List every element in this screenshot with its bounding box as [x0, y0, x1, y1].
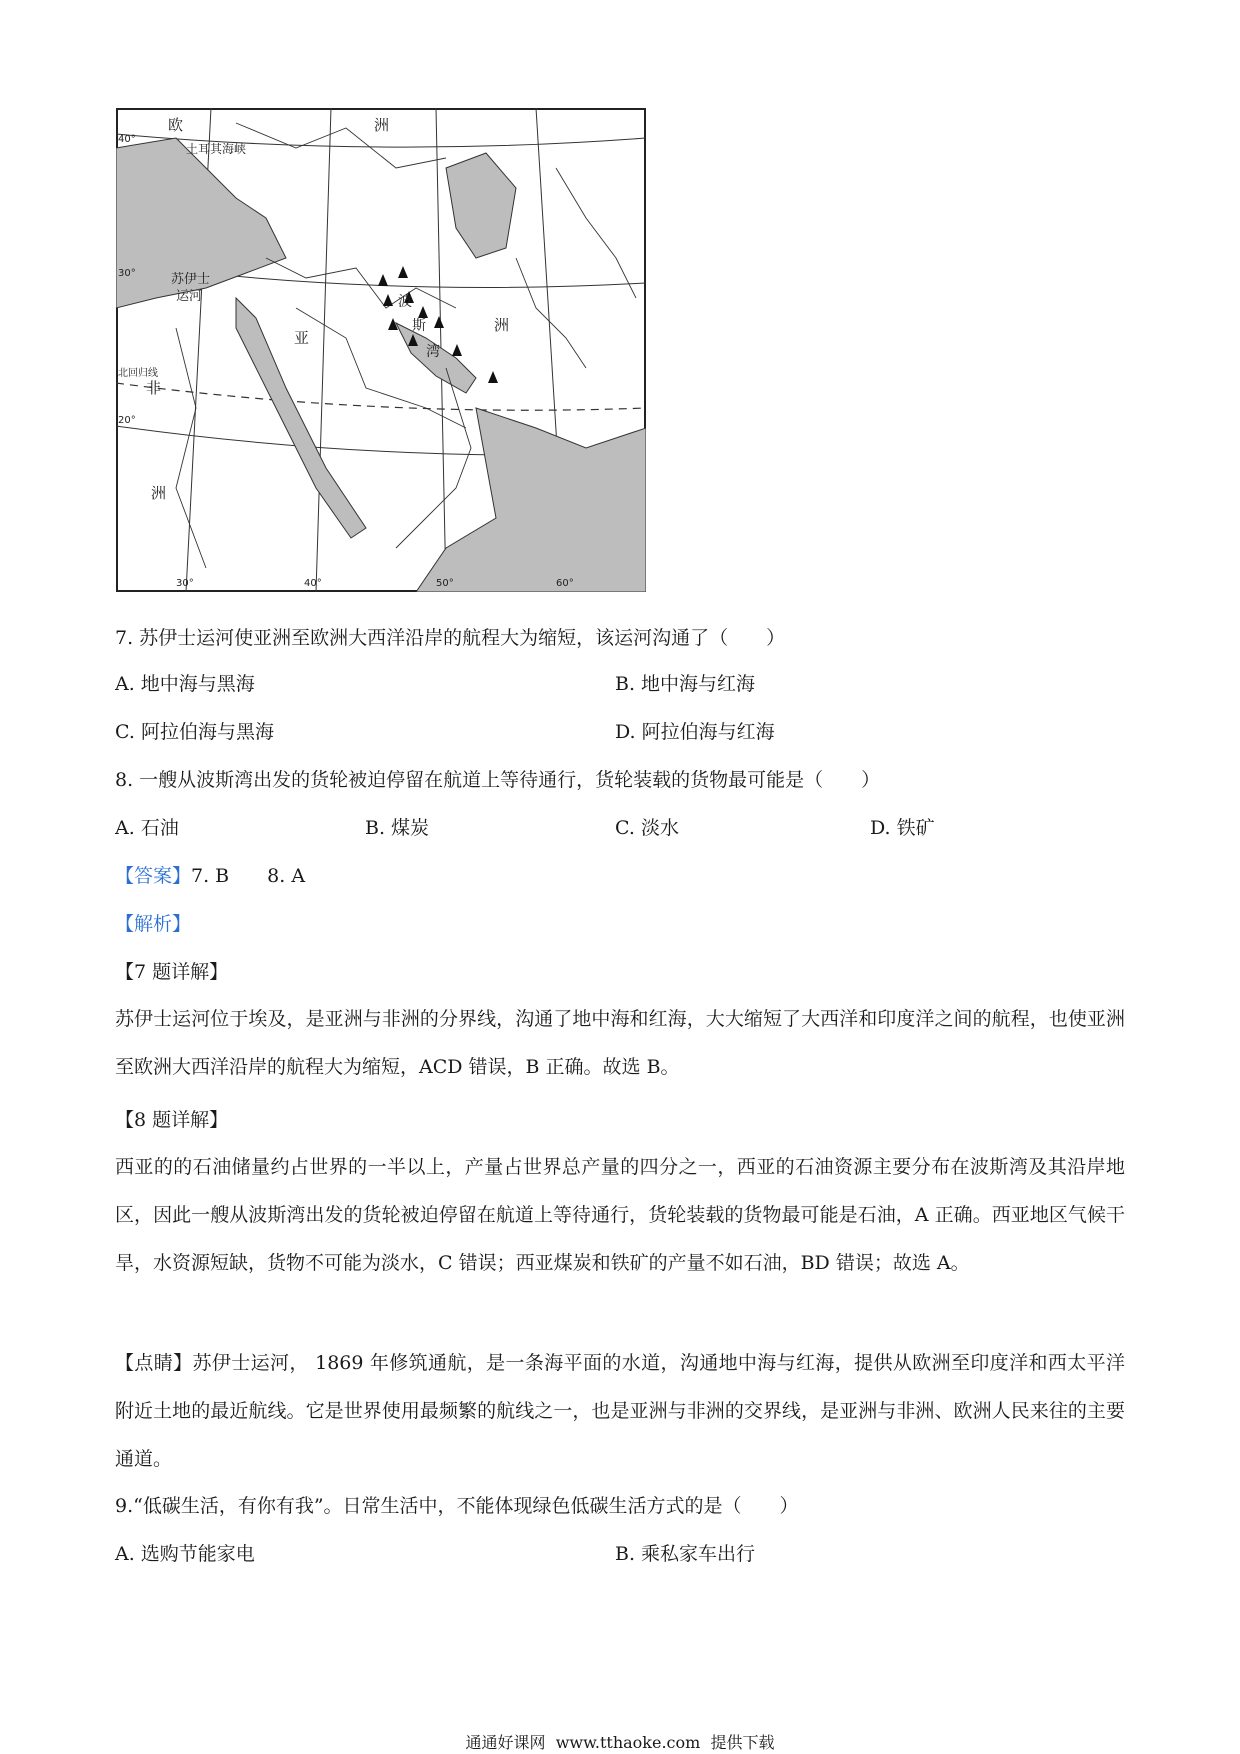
q7-option-b: B. 地中海与红海 [615, 673, 756, 695]
map-label-suez-1: 苏伊士 [171, 272, 211, 287]
q8-option-b: B. 煤炭 [365, 817, 430, 839]
map-label-strait: 土耳其海峡 [186, 142, 247, 156]
footer-right: 提供下载 [710, 1733, 775, 1752]
q8-option-c: C. 淡水 [615, 817, 679, 839]
map-label-asia: 亚 [294, 329, 310, 347]
middle-east-map [116, 108, 646, 592]
map-label-lon30: 30° [176, 578, 194, 589]
detail8-text: 西亚的的石油储量约占世界的一半以上，产量占世界总产量的四分之一，西亚的石油资源主要分布在波斯湾及其沿岸地区，因此一艘从波斯湾出发的货轮被迫停留在航道上等待通行，货轮装载的货物最可能是石油，A 正确。西亚地区气候干旱，水资源短缺，货物不可能为淡水，C 错误；西亚煤炭和铁矿的产量不如石油，BD 错误；故选 A。 [115, 1156, 1125, 1274]
q7-stem: 7. 苏伊士运河使亚洲至欧洲大西洋沿岸的航程大为缩短，该运河沟通了（ ） [115, 627, 786, 649]
map-label-tropic: 北回归线 [118, 368, 158, 379]
q9-option-b: B. 乘私家车出行 [615, 1543, 756, 1565]
map-label-lon60: 60° [556, 578, 574, 589]
answer-line [115, 863, 305, 889]
answer-tag: 【答案】 [115, 865, 192, 887]
pointer-text: 苏伊士运河， 1869 年修筑通航，是一条海平面的水道，沟通地中海与红海，提供从欧洲至印度洋和西太平洋附近土地的最近航线。它是世界使用最频繁的航线之一，也是亚洲与非洲的交界线，是亚洲与非洲、欧洲人民来往的主要通道。 [115, 1352, 1125, 1470]
q9-stem: 9.“低碳生活，有你有我”。日常生活中，不能体现绿色低碳生活方式的是（ ） [115, 1495, 799, 1517]
detail7-title: 【7 题详解】 [115, 961, 229, 983]
pointer-tag: 【点睛】 [115, 1352, 193, 1374]
q7-option-c: C. 阿拉伯海与黑海 [115, 721, 274, 743]
map-label-suez-2: 运河 [176, 289, 203, 304]
map-label-africa: 非 [146, 379, 162, 397]
map-label-lat40: 40° [118, 134, 136, 145]
map-label-persian-3: 湾 [426, 344, 440, 360]
footer-left: 通通好课网 [465, 1733, 546, 1752]
map-label-persian-2: 斯 [412, 318, 426, 334]
q8-option-a: A. 石油 [115, 817, 179, 839]
map-label-europe: 欧 [168, 116, 184, 134]
q8-stem: 8. 一艘从波斯湾出发的货轮被迫停留在航道上等待通行，货轮装载的货物最可能是（ ） [115, 769, 881, 791]
detail8-title: 【8 题详解】 [115, 1109, 229, 1131]
map-label-lon40: 40° [304, 578, 322, 589]
map-label-africa-2: 洲 [151, 484, 167, 502]
map-label-lat20: 20° [118, 415, 136, 426]
q9-option-a: A. 选购节能家电 [115, 1543, 255, 1565]
footer-site-link[interactable]: www.tthaoke.com [555, 1733, 701, 1752]
pointer-paragraph [115, 1339, 1125, 1483]
map-label-lon50: 50° [436, 578, 454, 589]
analysis-tag: 【解析】 [115, 913, 192, 935]
map-label-asia-2: 洲 [494, 316, 510, 334]
page-footer [0, 1730, 1240, 1753]
q8-option-d: D. 铁矿 [870, 817, 935, 839]
q7-option-d: D. 阿拉伯海与红海 [615, 721, 775, 743]
answer-value: 7. B 8. A [191, 865, 306, 887]
detail7-text: 苏伊士运河位于埃及，是亚洲与非洲的分界线，沟通了地中海和红海，大大缩短了大西洋和印度洋之间的航程，也使亚洲至欧洲大西洋沿岸的航程大为缩短，ACD 错误，B 正确。故选 B。 [115, 1008, 1125, 1078]
map-label-persian-1: 波 [398, 294, 412, 310]
q7-option-a: A. 地中海与黑海 [115, 673, 255, 695]
map-label-lat30: 30° [118, 268, 136, 279]
map-label-europe-2: 洲 [374, 116, 390, 134]
